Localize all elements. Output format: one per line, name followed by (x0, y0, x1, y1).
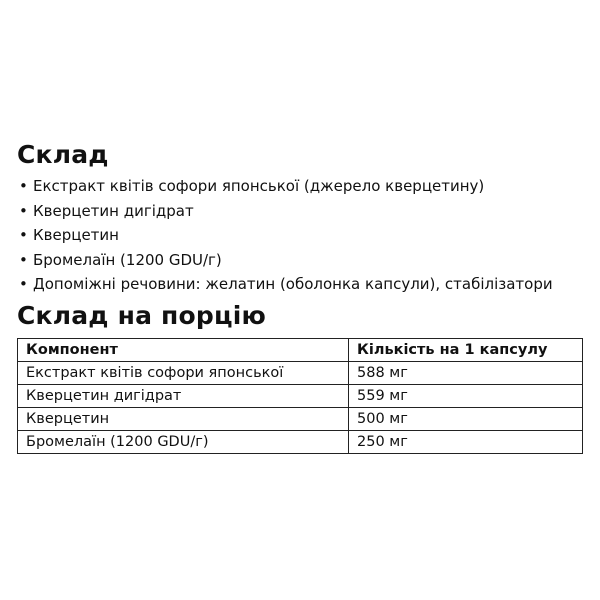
list-item-text: Екстракт квітів софори японської (джерело кверцетину) (33, 177, 485, 195)
table-row (18, 407, 583, 430)
cell-component: Кверцетин дигідрат (18, 384, 349, 407)
cell-amount: 559 мг (349, 384, 583, 407)
table-row (18, 361, 583, 384)
cell-component: Екстракт квітів софори японської (18, 361, 349, 384)
list-item (17, 223, 583, 248)
list-item (17, 272, 583, 297)
composition-heading: Склад (17, 140, 109, 169)
cell-component: Бромелаїн (1200 GDU/г) (18, 430, 349, 453)
list-item (17, 199, 583, 224)
per-serving-heading: Склад на порцію (17, 300, 266, 330)
list-item-text: Кверцетин (33, 226, 119, 244)
list-item (17, 174, 583, 199)
list-item-text: Бромелаїн (1200 GDU/г) (33, 250, 222, 269)
bullet-icon: • (19, 177, 28, 195)
column-header-component: Компонент (18, 338, 349, 361)
cell-component: Кверцетин (18, 407, 349, 430)
list-item-text: Кверцетин дигідрат (33, 201, 194, 220)
table-row (18, 384, 583, 407)
bullet-icon: • (19, 226, 28, 244)
list-item-text: Допоміжні речовини: желатин (оболонка капсули), стабілізатори (33, 275, 553, 293)
table-row (18, 430, 583, 453)
cell-amount: 500 мг (349, 407, 583, 430)
document-content (17, 140, 583, 454)
bullet-icon: • (19, 275, 28, 293)
column-header-amount: Кількість на 1 капсулу (349, 338, 583, 361)
list-item (17, 248, 583, 273)
cell-amount: 250 мг (349, 430, 583, 453)
table-header-row (18, 338, 583, 361)
cell-amount: 588 мг (349, 361, 583, 384)
ingredient-list (17, 174, 583, 297)
bullet-icon: • (19, 250, 28, 269)
serving-table (17, 338, 583, 454)
bullet-icon: • (19, 201, 28, 220)
